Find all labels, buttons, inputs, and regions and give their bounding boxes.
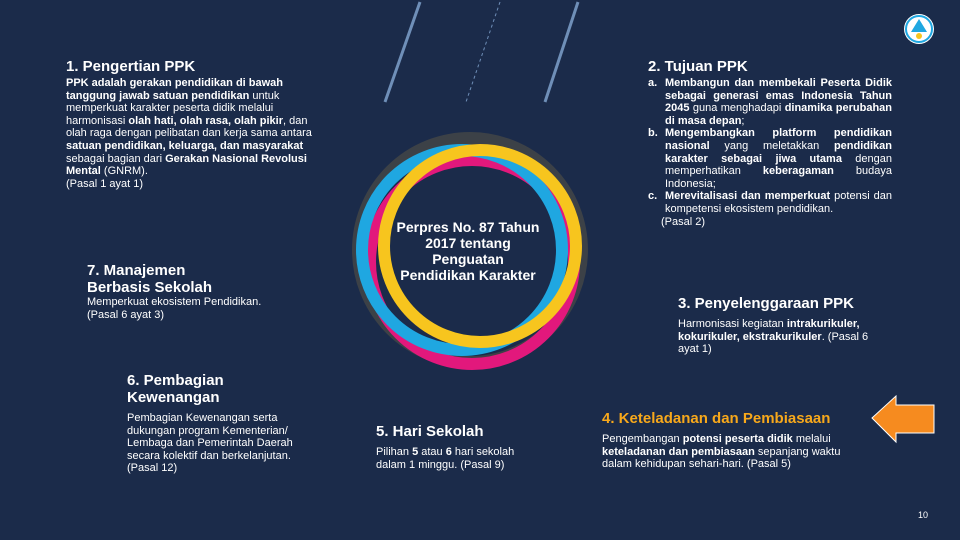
section-reference: (Pasal 1 ayat 1): [66, 177, 144, 190]
bold-text: pendidikan karakter sebagai jiwa utama: [665, 139, 892, 165]
section-title: 5. Hari Sekolah: [376, 423, 484, 440]
tujuan-list: [648, 77, 892, 216]
arrow-left-icon: [872, 396, 934, 442]
bold-text: dinamika perubahan di masa depan: [665, 102, 892, 127]
bold-text: Merevitalisasi dan memperkuat: [665, 190, 831, 203]
section-title-line: Berbasis Sekolah: [87, 279, 213, 296]
section-body: [66, 77, 318, 178]
section-body: [376, 446, 546, 471]
section-reference: (Pasal 2): [661, 215, 706, 228]
section-hari-sekolah: [376, 423, 546, 471]
section-title: 2. Tujuan PPK: [648, 58, 748, 75]
bold-text: 5: [412, 446, 419, 458]
section-keteladanan: [602, 410, 858, 471]
section-reference: (Pasal 6 ayat 3): [87, 308, 165, 321]
text: . (Pasal 6 ayat 1): [678, 330, 869, 356]
bold-text: PPK adalah gerakan pendidikan di bawah tanggung jawab satuan pendidikan: [66, 77, 284, 102]
section-title: 6. Pembagian Kewenangan: [127, 372, 224, 406]
deco-line-2: [466, 2, 500, 102]
text: Harmonisasi kegiatan: [678, 318, 787, 330]
bold-text: Membangun dan membekali Peserta Didik sebagai generasi emas Indonesia Tahun 2045: [665, 77, 892, 115]
bold-text: intrakurikuler, kokurikuler, ekstrakurikuler: [678, 318, 860, 343]
text: yang meletakkan: [709, 139, 834, 152]
section-body: [602, 433, 858, 471]
text: hari sekolah dalam 1 minggu. (Pasal 9): [376, 446, 515, 471]
list-item: [648, 127, 892, 190]
section-pembagian-kewenangan: [127, 372, 317, 475]
page-number: 10: [918, 510, 929, 520]
bold-text: Mengembangkan platform pendidikan nasional: [665, 127, 892, 152]
section-penyelenggaraan-ppk: [678, 295, 890, 356]
text: guna menghadapi: [689, 102, 785, 115]
section-body: [127, 412, 317, 475]
bold-text: keberagaman: [762, 165, 834, 178]
list-marker: a.: [648, 77, 658, 89]
text: untuk memperkuat karakter peserta didik melalui harmonisasi: [66, 89, 280, 127]
text: Memperkuat ekosistem Pendidikan.: [87, 296, 262, 308]
section-manajemen-berbasis-sekolah: [87, 262, 297, 321]
list-item-text: [665, 77, 892, 127]
text: dengan memperhatikan: [665, 152, 892, 178]
section-body: [678, 318, 890, 356]
center-title-line: Penguatan: [432, 251, 504, 267]
center-title: [388, 219, 548, 283]
deco-line-3: [545, 2, 578, 102]
section-tujuan-ppk: [648, 58, 892, 228]
text: melalui: [792, 433, 831, 445]
bold-text: 6: [445, 446, 452, 458]
bold-text: Gerakan Nasional Revolusi Mental: [66, 152, 307, 178]
text: , dan olah raga dengan pelibatan dan kerja sama antara: [66, 114, 312, 140]
section-title-line: 7. Manajemen: [87, 262, 186, 279]
deco-line-1: [385, 2, 420, 102]
text: sepanjang waktu dalam kehidupan sehari-hari. (Pasal 5): [602, 445, 841, 471]
center-title-line: 2017 tentang: [425, 235, 511, 251]
list-item-text: [665, 127, 892, 189]
section-title: 3. Penyelenggaraan PPK: [678, 295, 854, 312]
center-title-line: Pendidikan Karakter: [400, 267, 536, 283]
text: Pilihan: [376, 446, 413, 458]
section-body: [87, 296, 297, 309]
section-pengertian-ppk: [66, 58, 318, 190]
list-marker: b.: [648, 127, 658, 140]
list-item: [648, 190, 892, 215]
text: (GNRM).: [100, 165, 148, 178]
bold-text: potensi peserta didik: [682, 433, 793, 445]
tut-wuri-handayani-logo: [904, 14, 934, 44]
bold-text: satuan pendidikan, keluarga, dan masyarakat: [66, 139, 304, 152]
center-title-line: Perpres No. 87 Tahun: [396, 219, 540, 235]
list-item: [648, 77, 892, 127]
bold-text: olah hati, olah rasa, olah pikir: [128, 114, 284, 127]
text: Pengembangan: [602, 433, 683, 445]
section-title: 1. Pengertian PPK: [66, 58, 196, 75]
section-title: 4. Keteladanan dan Pembiasaan: [602, 410, 831, 427]
text: ;: [741, 114, 745, 127]
text: Pembagian Kewenangan serta dukungan program Kementerian/ Lembaga dan Pemerintah Daerah secara kolektif dan berkelanjutan. (Pasal 12): [127, 412, 293, 475]
list-item-text: [665, 190, 892, 215]
bold-text: keteladanan dan pembiasaan: [602, 445, 755, 458]
list-marker: c.: [648, 190, 658, 203]
text: sebagai bagian dari: [66, 152, 166, 165]
text: atau: [418, 446, 446, 458]
text: potensi dan kompetensi ekosistem pendidikan.: [665, 190, 892, 215]
text: budaya Indonesia;: [665, 165, 892, 190]
